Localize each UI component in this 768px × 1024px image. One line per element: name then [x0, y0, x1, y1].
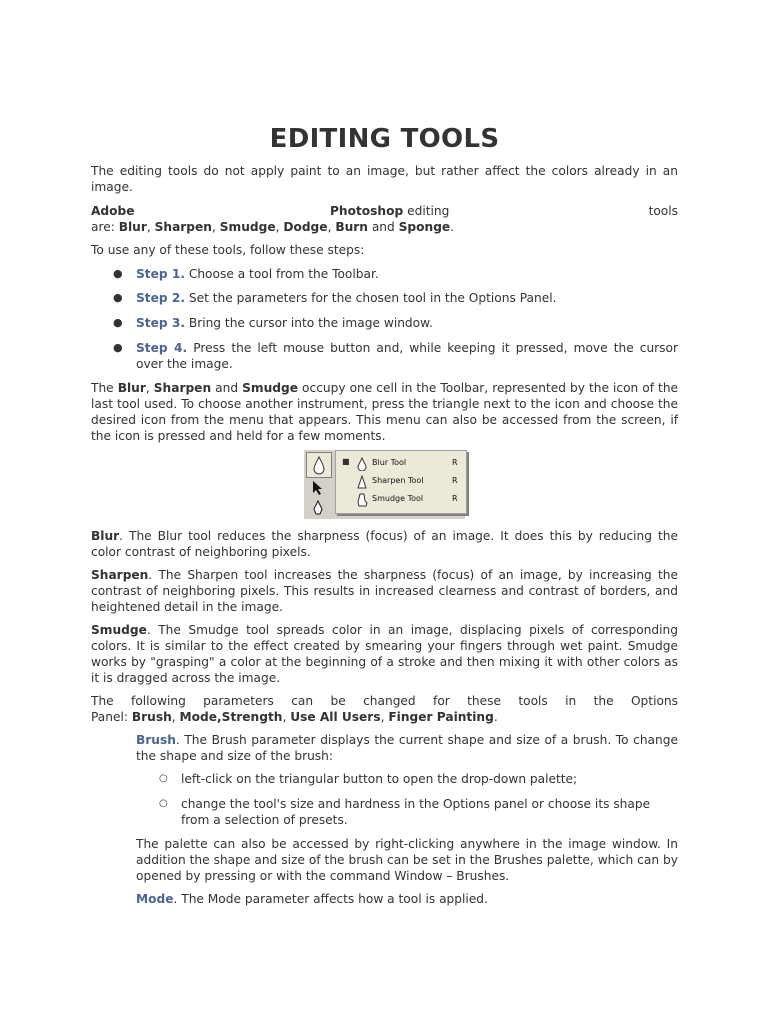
term-mode: Mode — [136, 892, 174, 906]
adobe-text: Adobe — [91, 204, 135, 218]
occupy-text: occupy one cell in the Toolbar, represented by the icon of the last tool used. To choose another instrument, press the triangle next to the icon and choose the desired icon from the menu that appears. This menu can also be accessed from the screen, if the icon is pressed and held for a few moments. — [91, 381, 679, 443]
tool-flyout-menu — [335, 450, 467, 514]
pen-tool-icon — [310, 500, 326, 516]
tools-text: tools — [648, 204, 678, 218]
sharpen-text: . The Sharpen tool increases the sharpness (focus) of an image, by increasing the contrast of neighboring pixels. This results in increased clearness and contrast of borders, and heightened detail in the image. — [91, 568, 678, 614]
menu-shortcut: R — [452, 458, 458, 467]
step-label: Step 4. — [136, 341, 188, 355]
occupy-paragraph: The Blur, Sharpen and Smudge occupy one cell in the Toolbar, represented by the icon of the last tool used. To choose another instrument, press the triangle next to the icon and choose the desired icon from the menu that appears. This menu can also be accessed from the screen, if the icon is pressed and held for a few moments. — [91, 381, 679, 443]
move-arrow-icon — [310, 480, 326, 496]
intro-paragraph: The editing tools do not apply paint to an image, but rather affect the colors already in an image. — [91, 164, 678, 194]
step-text: Press the left mouse button and, while keeping it pressed, move the cursor over the image. — [136, 341, 678, 371]
photoshop-text: Photoshop — [330, 204, 404, 218]
list-item — [113, 315, 678, 331]
selected-dot-icon: ■ — [342, 457, 350, 466]
smudge-finger-icon — [356, 493, 368, 507]
tools-paragraph: Adobe Photoshop editing tools are: Blur, Sharpen, Smudge, Dodge, Burn and Sponge. — [91, 204, 678, 234]
list-item — [113, 266, 678, 282]
and-text: and — [371, 220, 395, 234]
smudge-paragraph — [91, 622, 678, 686]
step-text: Set the parameters for the chosen tool in the Options Panel. — [188, 291, 557, 305]
smudge-text: . The Smudge tool spreads color in an image, displacing pixels of corresponding colors. It is similar to the effect created by smearing your fingers through wet paint. Smudge works by "grasping" a color at the beginning of a stroke and then mixing it with other colors as it is dragged across the image. — [91, 623, 678, 685]
toolbar-strip — [304, 450, 332, 519]
page-title: EDITING TOOLS — [269, 124, 500, 154]
sharpen-triangle-icon — [356, 475, 368, 489]
param-brush: Brush — [131, 710, 172, 724]
param-finger-painting: Finger Painting — [388, 710, 494, 724]
menu-shortcut: R — [452, 494, 458, 503]
menu-item-label: Smudge Tool — [372, 494, 424, 503]
step-label: Step 2. — [136, 291, 185, 305]
editing-text: editing — [407, 204, 450, 218]
list-item — [159, 796, 678, 828]
term-sharpen: Sharpen — [91, 568, 149, 582]
tool-sponge: Sponge — [398, 220, 451, 234]
tool-dodge: Dodge — [283, 220, 328, 234]
menu-item-label: Blur Tool — [372, 458, 407, 467]
param-use-all-users: Use All Users — [290, 710, 381, 724]
term-smudge: Smudge — [242, 381, 298, 395]
are-text: are: — [91, 220, 115, 234]
palette-paragraph: The palette can also be accessed by right-clicking anywhere in the image window. In addition the shape and size of the brush can be set in the Brushes palette, which can by opened by pressing or with the command Window – Brushes. — [136, 837, 678, 883]
bullet-icon: ● — [113, 267, 123, 280]
mode-paragraph — [136, 891, 678, 907]
params-paragraph: The following parameters can be changed for these tools in the Options Panel: Brush, Mode,Strength, Use All Users, Finger Painting. — [91, 694, 678, 724]
the-text: The — [91, 381, 114, 395]
tool-burn: Burn — [335, 220, 368, 234]
brush-item-text: change the tool's size and hardness in the Options panel or choose its shape from a selection of presets. — [181, 797, 651, 827]
brush-item-text: left-click on the triangular button to open the drop-down palette; — [181, 772, 578, 786]
list-item — [159, 771, 678, 787]
steps-intro: To use any of these tools, follow these steps: — [91, 243, 365, 257]
panel-text: Panel: — [91, 710, 128, 724]
term-blur: Blur — [91, 529, 120, 543]
param-mode-strength: Mode,Strength — [179, 710, 283, 724]
sharpen-paragraph — [91, 567, 678, 615]
circle-bullet-icon: ○ — [159, 773, 168, 784]
brush-text: . The Brush parameter displays the current shape and size of a brush. To change the shape and size of the brush: — [136, 733, 678, 763]
step-label: Step 1. — [136, 267, 185, 281]
blur-paragraph — [91, 528, 678, 560]
tool-smudge: Smudge — [219, 220, 276, 234]
term-sharpen: Sharpen — [153, 381, 212, 395]
term-blur: Blur — [117, 381, 146, 395]
bullet-icon: ● — [113, 316, 123, 329]
term-brush: Brush — [136, 733, 176, 747]
list-item — [113, 290, 678, 306]
menu-item-smudge-tool[interactable] — [336, 490, 466, 508]
bullet-icon: ● — [113, 291, 123, 304]
step-text: Choose a tool from the Toolbar. — [188, 267, 379, 281]
term-smudge: Smudge — [91, 623, 147, 637]
blur-drop-icon — [307, 453, 331, 477]
blur-tool-cell — [306, 452, 332, 478]
blur-text: . The Blur tool reduces the sharpness (focus) of an image. It does this by reducing the color contrast of neighboring pixels. — [91, 529, 678, 559]
menu-shortcut: R — [452, 476, 458, 485]
menu-item-label: Sharpen Tool — [372, 476, 424, 485]
circle-bullet-icon: ○ — [159, 798, 168, 809]
blur-drop-icon — [356, 457, 368, 471]
list-item — [113, 340, 678, 372]
tool-blur: Blur — [118, 220, 147, 234]
tool-menu-image — [304, 450, 465, 519]
params-line: The following parameters can be changed for these tools in the Options — [91, 694, 678, 708]
and-text: and — [215, 381, 239, 395]
step-label: Step 3. — [136, 316, 185, 330]
bullet-icon: ● — [113, 341, 123, 354]
brush-paragraph — [136, 732, 678, 764]
menu-item-blur-tool[interactable] — [336, 454, 466, 472]
step-text: Bring the cursor into the image window. — [188, 316, 433, 330]
menu-item-sharpen-tool[interactable] — [336, 472, 466, 490]
mode-text: . The Mode parameter affects how a tool is applied. — [173, 892, 488, 906]
tool-sharpen: Sharpen — [154, 220, 212, 234]
